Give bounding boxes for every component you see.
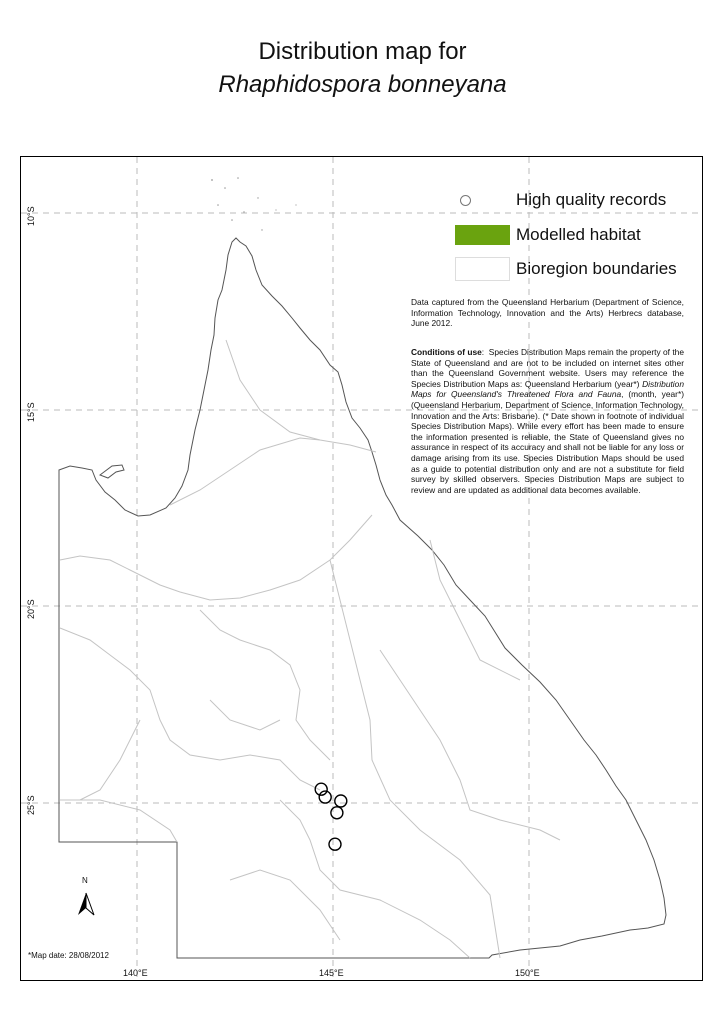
lon-label-140e: 140°E [123, 968, 148, 978]
records-layer [315, 783, 347, 850]
conditions-of-use: Conditions of use: Species Distribution Maps remain the property of the State of Queensland and are not to be included on internet sites other than the Queensland Government website. Users may reference the Species Distribution Maps as: Queensland Herbarium (year*) Distribution Maps for Queensland's Threatened Flora and Fauna, (month, year*) (Queensland Herbarium, Department of Science, Information Technology, Innovation and the Arts: Brisbane). (* Date shown in footnote of individual Species Distribution Maps). While every effort has been made to ensure the information presented is reliable, the State of Queensland gives no assurance in respect of its accuracy and shall not be liable for any loss or damage arising from its use. Species Distribution Maps should be used as a guide to potential distribution only and are not a substitute for field survey by skilled observers. Species Distribution Maps are subject to review and are updated as additional data becomes available. [411, 347, 685, 495]
conditions-text-1: Species Distribution Maps remain the property of the State of Queensland and are not to be included on internet sites other than the Queensland Government website. Users may reference the Species Distribution Maps as: Queensland Herbarium (year*) [411, 347, 685, 389]
torres-strait-islets [211, 177, 297, 231]
modelled-habitat-swatch [455, 225, 510, 245]
lat-label-20s: 20°S [26, 599, 36, 619]
lon-label-150e: 150°E [515, 968, 540, 978]
conditions-publication-title: Distribution Maps for Queensland's Threatened Flora and Fauna [411, 378, 684, 400]
bioregion-boundaries-swatch [455, 257, 510, 281]
high-quality-records-symbol [460, 195, 471, 206]
gulf-island [100, 465, 124, 478]
lon-label-145e: 145°E [319, 968, 344, 978]
record-point-5 [329, 838, 341, 850]
legend-habitat-label: Modelled habitat [516, 225, 641, 244]
page-title-line1: Distribution map for [258, 38, 467, 65]
lat-label-25s: 25°S [26, 795, 36, 815]
lat-label-15s: 15°S [26, 402, 36, 422]
conditions-heading: Conditions of use [411, 347, 482, 357]
legend-records-label: High quality records [516, 190, 667, 209]
data-source-note: Data captured from the Queensland Herbarium (Department of Science, Information Technology, Innovation and the Arts) Herbrecs database, June 2012. [411, 297, 684, 329]
map-date: *Map date: 28/08/2012 [28, 951, 109, 960]
page-title-species: Rhaphidospora bonneyana [218, 71, 507, 98]
north-label: N [82, 876, 88, 885]
record-point-4 [331, 807, 343, 819]
conditions-text-2: , (month, year*) (Queensland Herbarium, Department of Science, Information Technology, Innovation and the Arts: Brisbane). (* Date shown in footnote of individual Species Distribution Maps). While every effort has been made to ensure the information presented is reliable, the State of Queensland gives no assurance in respect of its accuracy and shall not be liable for any loss or damage arising from its use. Species Distribution Maps should be used as a guide to potential distribution only and are not a substitute for field survey by skilled observers. Species Distribution Maps are subject to review and are updated as additional data becomes available. [411, 389, 684, 495]
legend-bioregion-label: Bioregion boundaries [516, 259, 677, 278]
queensland-outline [59, 238, 666, 958]
lat-label-10s: 10°S [26, 206, 36, 226]
north-arrow-icon [78, 893, 94, 915]
graticule [21, 157, 702, 980]
record-point-3 [335, 795, 347, 807]
